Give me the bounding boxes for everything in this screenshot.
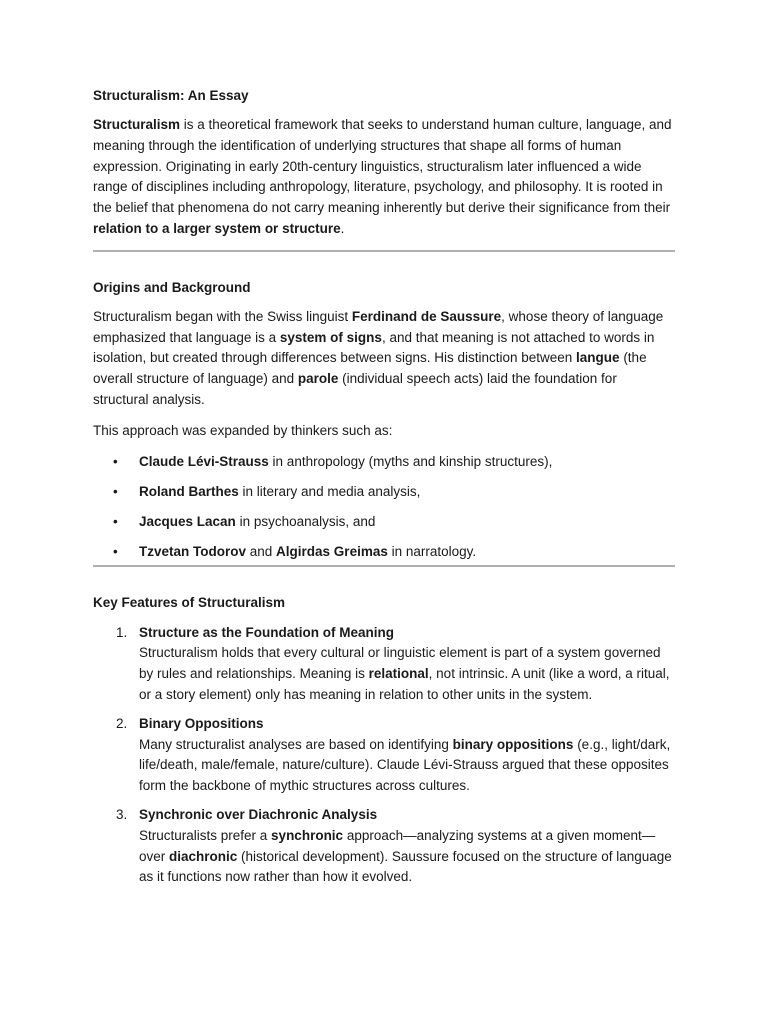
- thinker-name: Jacques Lacan: [139, 513, 236, 529]
- feature-emphasis: binary oppositions: [452, 736, 574, 752]
- origins-text: , and that meaning is not attached to words in isolation, but created through differences between signs. His distinction between: [93, 329, 655, 366]
- saussure-name: Ferdinand de Saussure: [351, 308, 502, 324]
- thinkers-intro: This approach was expanded by thinkers such as:: [93, 422, 393, 438]
- bullet-icon: •: [113, 453, 118, 469]
- thinker-name: Algirdas Greimas: [276, 543, 388, 559]
- thinker-field: in anthropology (myths and kinship structures),: [268, 453, 553, 469]
- origins-text: , whose theory of language emphasized that language is a: [93, 308, 664, 345]
- intro-end: .: [340, 220, 345, 236]
- thinker-field: in literary and media analysis,: [238, 483, 421, 499]
- bullet-icon: •: [113, 513, 118, 529]
- feature-text: (e.g., light/dark, life/death, male/female, nature/culture). Claude Lévi-Strauss argued that these opposites form the backbone of mythic structures across cultures.: [139, 736, 671, 794]
- intro-paragraph: [93, 115, 675, 240]
- feature-text: (historical development). Saussure focused on the structure of language as it functions now rather than how it evolved.: [139, 848, 672, 885]
- document-title: Structuralism: An Essay: [93, 88, 249, 103]
- bullet-icon: •: [113, 483, 118, 499]
- feature-text: approach—analyzing systems at a given moment—over: [139, 827, 656, 864]
- thinkers-list: [93, 452, 675, 572]
- thinker-field: in psychoanalysis, and: [235, 513, 376, 529]
- list-item: [93, 714, 675, 797]
- list-item: [93, 482, 675, 512]
- list-item: [93, 542, 675, 572]
- feature-emphasis: synchronic: [271, 827, 344, 843]
- feature-title: Synchronic over Diachronic Analysis: [139, 806, 378, 822]
- features-list: [93, 623, 675, 889]
- feature-text: , not intrinsic. A unit (like a word, a ritual, or a story element) only has meaning in relation to other units in the system.: [139, 666, 670, 702]
- thinker-name: Claude Lévi-Strauss: [139, 453, 269, 469]
- feature-text: Many structuralist analyses are based on identifying: [139, 736, 453, 752]
- thinker-field: in narratology.: [387, 543, 477, 559]
- list-number: 3.: [116, 806, 128, 822]
- feature-title: Structure as the Foundation of Meaning: [139, 624, 395, 640]
- list-item: [93, 512, 675, 542]
- bullet-icon: •: [113, 543, 118, 559]
- origins-heading: Origins and Background: [93, 279, 251, 295]
- intro-term: Structuralism: [93, 117, 181, 132]
- feature-text: Structuralism holds that every cultural or linguistic element is part of a system governed by rules and relationships. Meaning is: [139, 645, 661, 682]
- system-of-signs: system of signs: [279, 329, 382, 345]
- list-number: 1.: [116, 624, 128, 640]
- origins-text: Structuralism began with the Swiss linguist: [93, 308, 352, 324]
- section-divider: [93, 250, 675, 252]
- origins-paragraph: [93, 307, 675, 411]
- list-number: 2.: [116, 715, 128, 731]
- feature-title: Binary Oppositions: [139, 715, 264, 731]
- intro-text: is a theoretical framework that seeks to understand human culture, language, and meaning through the identification of underlying structures that shape all forms of human expression. Originating in early 20th-century linguistics, structuralism later influenced a wide range of disciplines including anthropology, literature, psychology, and philosophy. It is rooted in the belief that phenomena do not carry meaning inherently but derive their significance from their: [93, 117, 672, 216]
- parole-term: parole: [297, 371, 339, 387]
- feature-emphasis: relational: [368, 666, 429, 682]
- list-item: [93, 805, 675, 888]
- origins-text: (the overall structure of language) and: [93, 350, 647, 387]
- features-heading: Key Features of Structuralism: [93, 594, 286, 610]
- thinker-name: Tzvetan Todorov: [139, 543, 247, 559]
- langue-term: langue: [576, 350, 620, 366]
- thinker-name: Roland Barthes: [139, 483, 239, 499]
- feature-text: Structuralists prefer a: [139, 827, 272, 843]
- origins-text: (individual speech acts) laid the foundation for structural analysis.: [93, 371, 617, 407]
- intro-emphasis: relation to a larger system or structure: [93, 220, 341, 236]
- list-item: [93, 623, 675, 706]
- feature-emphasis: diachronic: [169, 848, 238, 864]
- thinker-conjunction: and: [246, 543, 277, 559]
- document-body: [93, 86, 675, 888]
- list-item: [93, 452, 675, 482]
